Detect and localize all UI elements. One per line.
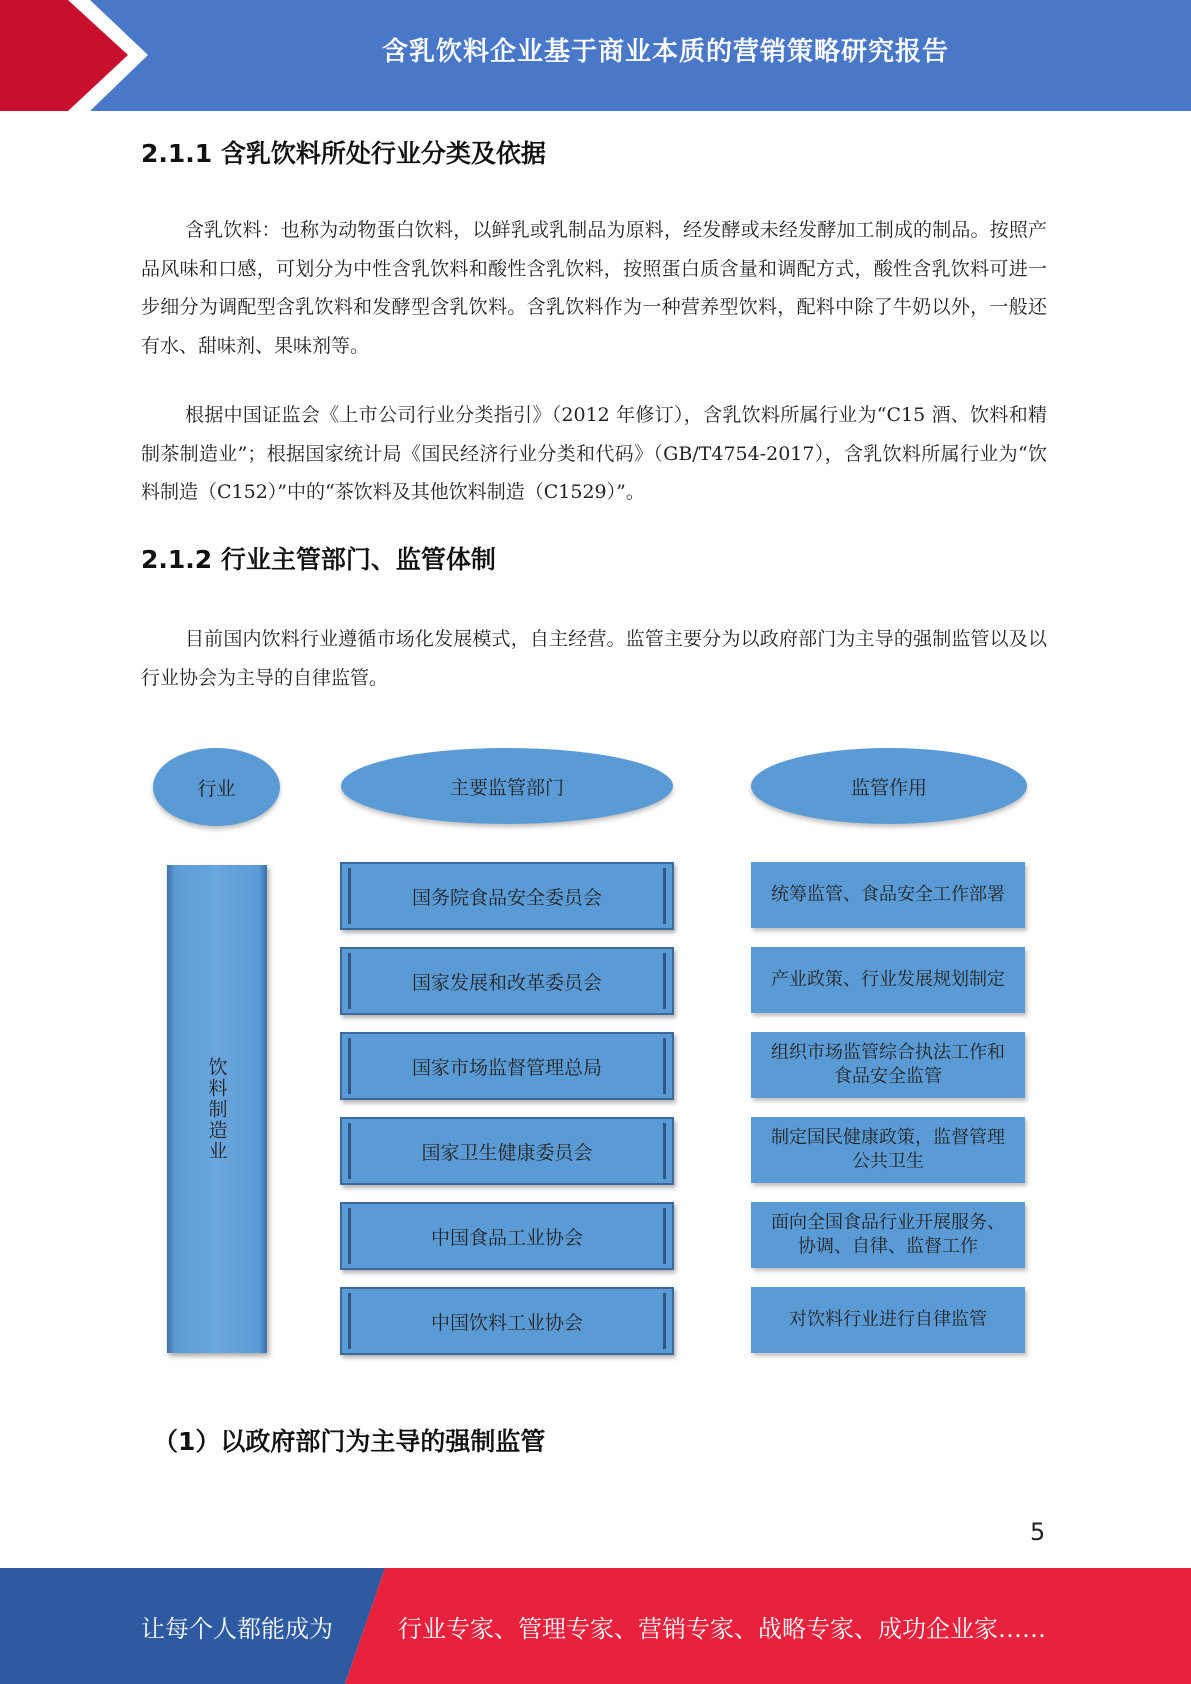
- report-title: 含乳饮料企业基于商业本质的营销策略研究报告: [381, 36, 949, 67]
- department-box: 中国饮料工业协会: [340, 1287, 674, 1355]
- header-ellipse-departments: 主要监管部门: [341, 748, 673, 824]
- role-box: 面向全国食品行业开展服务、协调、自律、监督工作: [751, 1202, 1025, 1268]
- department-box: 国家市场监督管理总局: [340, 1032, 674, 1100]
- industry-bar: [167, 865, 267, 1353]
- role-box: 产业政策、行业发展规划制定: [751, 947, 1025, 1013]
- regulation-diagram: [0, 740, 1191, 1360]
- section-heading-2-1-1: 2.1.1 含乳饮料所处行业分类及依据: [141, 139, 546, 168]
- department-box: 中国食品工业协会: [340, 1202, 674, 1270]
- industry-label: 饮料制造业: [205, 1056, 228, 1162]
- role-box: 统筹监管、食品安全工作部署: [751, 862, 1025, 928]
- role-box: 组织市场监管综合执法工作和食品安全监管: [751, 1032, 1025, 1098]
- header-arrow-decoration: [0, 0, 160, 111]
- footer-slogan-left: 让每个人都能成为: [141, 1614, 333, 1643]
- department-box: 国务院食品安全委员会: [340, 862, 674, 930]
- footer-slogan-right: 行业专家、管理专家、营销专家、战略专家、成功企业家……: [398, 1614, 1046, 1643]
- department-box: 国家发展和改革委员会: [340, 947, 674, 1015]
- paragraph-classification: 根据中国证监会《上市公司行业分类指引》（2012 年修订），含乳饮料所属行业为“C15 酒、饮料和精制茶制造业”；根据国家统计局《国民经济行业分类和代码》（GB/T4754-2017），含乳饮料所属行业为“饮料制造（C152）”中的“茶饮料及其他饮料制造（C1529）”。: [141, 404, 1047, 503]
- role-box: 制定国民健康政策，监督管理公共卫生: [751, 1117, 1025, 1183]
- paragraph-regulation: 目前国内饮料行业遵循市场化发展模式，自主经营。监管主要分为以政府部门为主导的强制监管以及以行业协会为主导的自律监管。: [141, 628, 1047, 689]
- department-box: 国家卫生健康委员会: [340, 1117, 674, 1185]
- subheading-government-regulation: （1）以政府部门为主导的强制监管: [153, 1427, 546, 1456]
- header-ellipse-industry: 行业: [153, 748, 280, 826]
- section-heading-2-1-2: 2.1.2 行业主管部门、监管体制: [141, 545, 496, 574]
- role-box: 对饮料行业进行自律监管: [751, 1287, 1025, 1353]
- page-header: [0, 0, 1191, 111]
- header-ellipse-roles: 监管作用: [751, 748, 1027, 824]
- page-number: 5: [1030, 1518, 1046, 1546]
- paragraph-definition: 含乳饮料：也称为动物蛋白饮料，以鲜乳或乳制品为原料，经发酵或未经发酵加工制成的制品。按照产品风味和口感，可划分为中性含乳饮料和酸性含乳饮料，按照蛋白质含量和调配方式，酸性含乳饮料可进一步细分为调配型含乳饮料和发酵型含乳饮料。含乳饮料作为一种营养型饮料，配料中除了牛奶以外，一般还有水、甜味剂、果味剂等。: [141, 219, 1047, 357]
- page-footer: [0, 1568, 1191, 1684]
